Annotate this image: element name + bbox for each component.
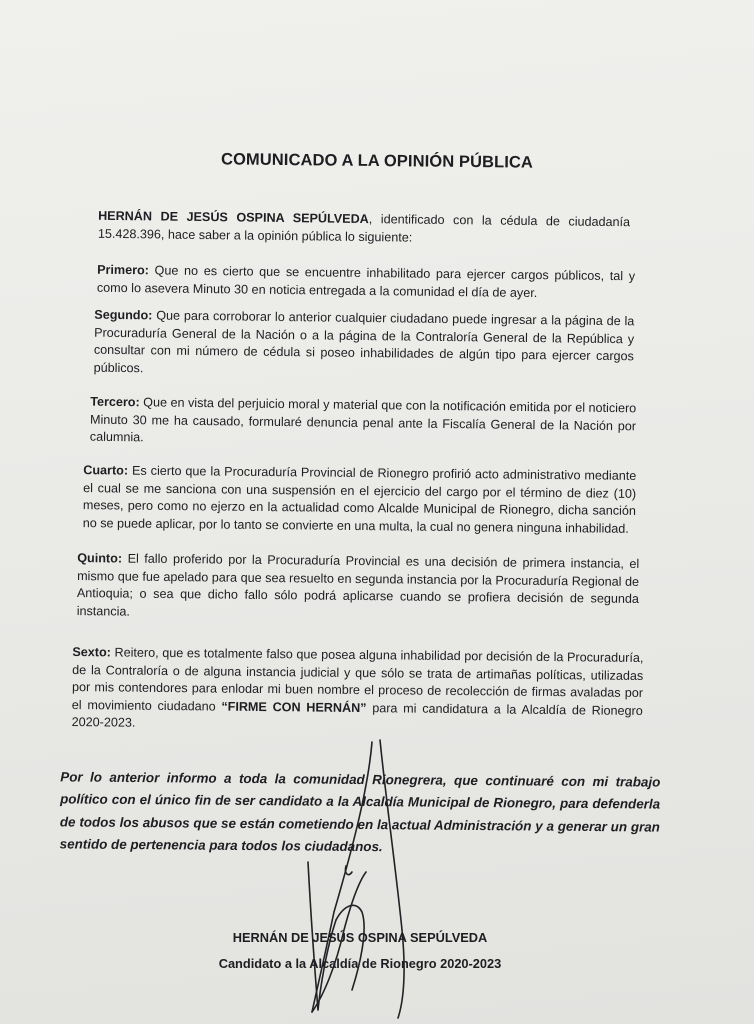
point-text: Que no es cierto que se encuentre inhabilitado para ejercer cargos públicos, tal y como lo asevera Minuto 30 en noticia entregada a la comunidad el día de ayer.: [96, 263, 636, 300]
intro-text: , identificado con la cédula de ciudadanía 15.428.396, hace saber a la opinión pública lo siguiente:: [97, 212, 631, 245]
movement-name: “FIRME CON HERNÁN”: [221, 699, 367, 715]
point-segundo: [94, 307, 635, 384]
intro-paragraph: [98, 208, 630, 250]
signatory-name: HERNÁN DE JESÚS OSPINA SEPÚLVEDA: [232, 930, 488, 945]
point-cuarto: [83, 462, 637, 538]
point-text-end: para mi candidatura a la Alcaldía de Rionegro 2020-2023.: [71, 700, 643, 731]
point-text: El fallo proferido por la Procuraduría Provincial es una decisión de primera instancia, el mismo que fue apelado para que sea resuelto en segunda instancia por la Procuraduría Regional de Antioquia; o sea que dicho fallo sólo podrá aplicarse cuando se profiera decisión de segunda instancia.: [76, 551, 640, 619]
signatory-role: Candidato a la Alcaldía de Rionegro 2020-2023: [218, 956, 502, 971]
point-quinto: [77, 550, 640, 626]
point-tercero: [90, 394, 637, 453]
author-name: HERNÁN DE JESÚS OSPINA SEPÚLVEDA: [98, 208, 369, 227]
document-title: COMUNICADO A LA OPINIÓN PÚBLICA: [220, 150, 534, 172]
point-text: Que en vista del perjuicio moral y material que con la notificación emitida por el noticiero Minuto 30 me ha causado, formularé denuncia penal ante la Fiscalía General de la Nación por calumnia.: [89, 395, 637, 445]
point-text: Que para corroborar lo anterior cualquier ciudadano puede ingresar a la página de la Procuraduría General de la Nación o a la página de la Contraloría General de la República y consultar con mi número de cédula si poseo inhabilidades de algún tipo para ejercer cargos públicos.: [93, 308, 635, 376]
point-label: Primero:: [97, 262, 150, 278]
point-sexto: [72, 644, 644, 738]
point-label: Tercero:: [90, 394, 140, 410]
point-label: Segundo:: [94, 307, 153, 323]
point-label: Cuarto:: [83, 463, 129, 478]
closing-paragraph: Por lo anterior informo a toda la comunidad Rionegrera, que continuaré con mi trabajo político con el único fin de ser candidato a la Alcaldía Municipal de Rionegro, para defenderla de todos los abusos que se están cometiendo en la actual Administración y a generar un gran sentido de pertenencia para todos los ciudadanos.: [59, 769, 661, 855]
point-text: Es cierto que la Procuraduría Provincial de Rionegro profirió acto administrativo mediante el cual se me sanciona con una suspensión en el ejercicio del cargo por el término de diez (10) meses, pero como no ejerzo en la actualidad como Alcalde Municipal de Rionegro, dicha sanción no se puede aplicar, por lo tanto se convierte en una multa, la cual no genera ninguna inhabilidad.: [82, 463, 637, 536]
point-text: Reitero, que es totalmente falso que posea alguna inhabilidad por decisión de la Procuraduría, de la Contraloría o de alguna instancia judicial y que sólo se trata de artimañas políticas, utilizadas por mis contendores para enlodar mi buen nombre el proceso de recolección de firmas avaladas por el movimiento ciudadano: [71, 645, 644, 714]
point-label: Quinto:: [77, 551, 123, 566]
point-primero: [97, 262, 635, 304]
point-label: Sexto:: [72, 645, 111, 660]
